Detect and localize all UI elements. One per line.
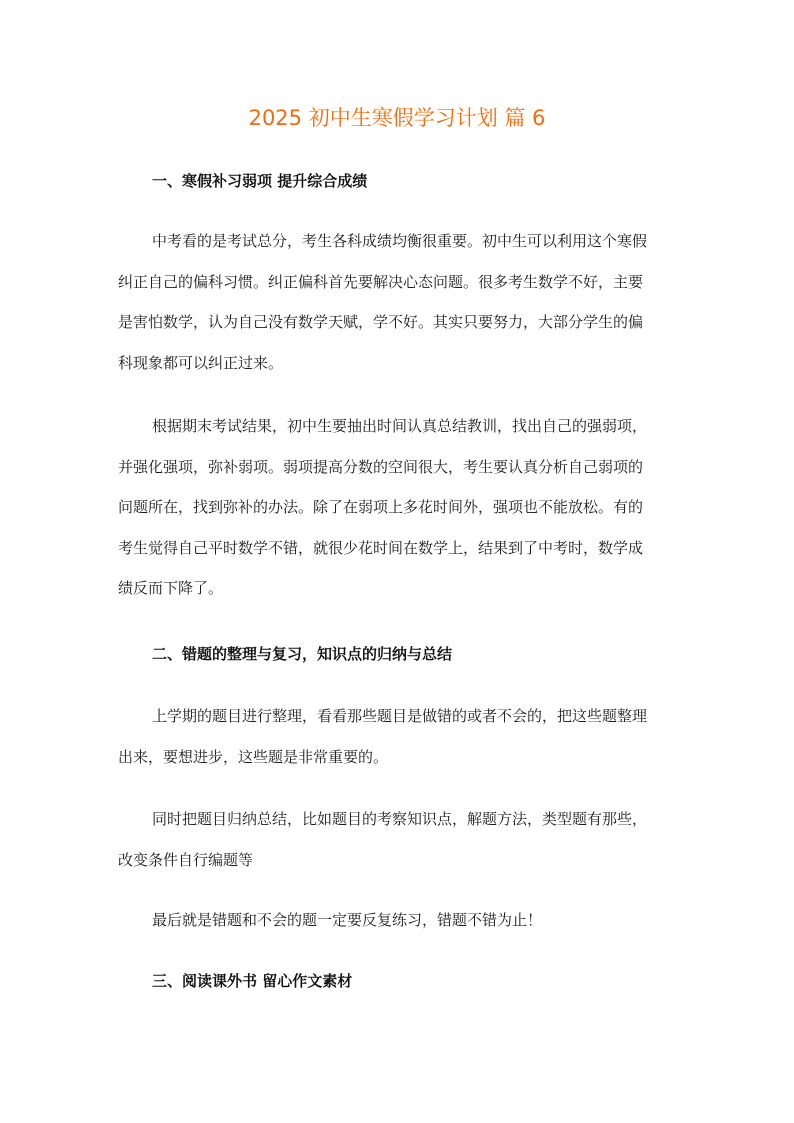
paragraph-line: 考生觉得自己平时数学不错，就很少花时间在数学上，结果到了中考时，数学成 [118,538,644,557]
paragraph-line: 同时把题目归纳总结，比如题目的考察知识点，解题方法，类型题有那些， [152,810,648,828]
paragraph-line: 根据期末考试结果，初中生要抽出时间认真总结教训，找出自己的强弱项， [152,417,648,435]
paragraph [118,406,688,609]
section-heading-2: 二、错题的整理与复习，知识点的归纳与总结 [152,645,453,663]
document-title: 2025 初中生寒假学习计划 篇 6 [248,106,546,130]
paragraph-line: 出来，要想进步，这些题是非常重要的。 [118,747,389,766]
paragraph-line: 科现象都可以纠正过来。 [118,353,284,372]
paragraph [118,900,688,941]
paragraph-line: 中考看的是考试总分，考生各科成绩均衡很重要。初中生可以利用这个寒假 [152,232,648,250]
paragraph-line: 问题所在，找到弥补的办法。除了在弱项上多花时间外，强项也不能放松。有的 [118,498,644,516]
section-heading-1: 一、寒假补习弱项 提升综合成绩 [152,172,368,190]
paragraph [118,799,688,880]
paragraph-line: 改变条件自行编题等 [118,850,254,869]
paragraph-line: 纠正自己的偏科习惯。纠正偏科首先要解决心态问题。很多考生数学不好，主要 [118,272,644,291]
paragraph-line: 最后就是错题和不会的题一定要反复练习，错题不错为止！ [152,911,543,929]
paragraph [118,696,688,777]
paragraph-line: 绩反而下降了。 [118,579,224,597]
paragraph [118,221,688,383]
paragraph-line: 上学期的题目进行整理，看看那些题目是做错的或者不会的，把这些题整理 [152,707,648,725]
section-heading-3: 三、阅读课外书 留心作文素材 [152,972,353,990]
paragraph-line: 并强化强项，弥补弱项。弱项提高分数的空间很大，考生要认真分析自己弱项的 [118,457,644,476]
paragraph-line: 是害怕数学，认为自己没有数学天赋，学不好。其实只要努力，大部分学生的偏 [118,313,644,331]
